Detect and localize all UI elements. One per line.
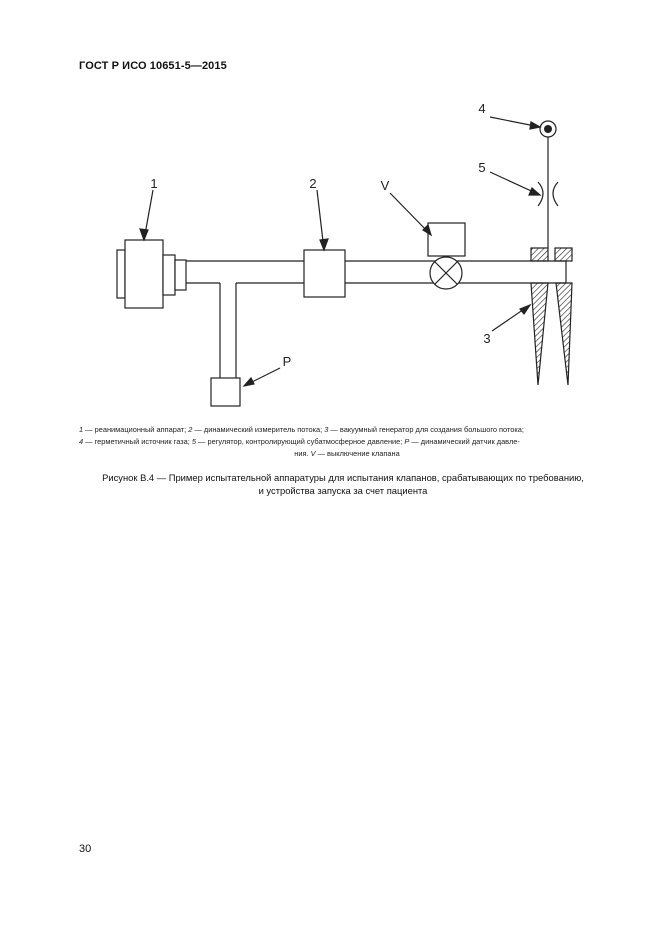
label-4: 4 — [478, 101, 486, 116]
legend-num-1: 1 — [79, 425, 84, 434]
label-5: 5 — [478, 160, 486, 175]
resuscitator — [117, 240, 186, 308]
legend-text-7: ния. — [294, 449, 311, 458]
legend-num-V: V — [310, 449, 316, 458]
test-apparatus-diagram — [0, 0, 661, 420]
legend-text-3: — вакуумный генератор для создания большого потока; — [328, 425, 524, 434]
document-header: ГОСТ Р ИСО 10651-5—2015 — [79, 60, 227, 72]
flow-meter — [304, 250, 345, 297]
legend-num-2: 2 — [188, 425, 193, 434]
figure-caption — [70, 471, 616, 497]
label-2: 2 — [309, 176, 317, 191]
legend-text-2: — динамический измеритель потока; — [192, 425, 325, 434]
label-3: 3 — [483, 331, 491, 346]
legend-num-P: P — [404, 437, 410, 446]
label-1: 1 — [150, 176, 158, 191]
legend-num-3: 3 — [324, 425, 329, 434]
legend-text-6: — динамический датчик давле- — [409, 437, 520, 446]
pressure-sensor — [211, 378, 240, 406]
legend-text-4: — герметичный источник газа; — [83, 437, 192, 446]
page-number: 30 — [79, 843, 92, 855]
valve-actuator — [428, 223, 465, 256]
caption-line-1: Рисунок В.4 — Пример испытательной аппаратуры для испытания клапанов, срабатывающих по требованию, — [102, 472, 584, 483]
legend-num-5: 5 — [191, 437, 196, 446]
legend-text-5: — регулятор, контролирующий субатмосферное давление; — [195, 437, 405, 446]
label-P: P — [282, 354, 292, 369]
legend-text-8: — выключение клапана — [315, 449, 400, 458]
figure-legend — [79, 424, 615, 460]
label-V: V — [380, 178, 390, 193]
legend-num-4: 4 — [79, 437, 84, 446]
legend-text-1: — реанимационный аппарат; — [83, 425, 189, 434]
caption-line-2: и устройства запуска за счет пациента — [258, 485, 428, 496]
